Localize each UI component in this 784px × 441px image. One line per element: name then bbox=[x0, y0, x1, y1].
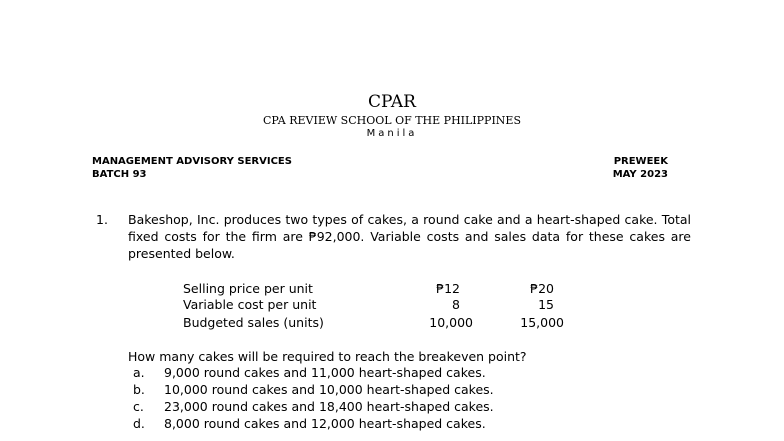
page-title: CPAR bbox=[368, 92, 416, 112]
choice-text: 23,000 round cakes and 18,400 heart-shaped cakes. bbox=[164, 399, 494, 414]
choice-letter: a. bbox=[133, 365, 145, 380]
table-cell-heart: 15 bbox=[538, 297, 554, 312]
school-name: CPA REVIEW SCHOOL OF THE PHILIPPINES bbox=[263, 114, 521, 127]
question-number: 1. bbox=[96, 212, 108, 227]
table-cell-heart: ₱20 bbox=[530, 281, 554, 296]
subject-label: MANAGEMENT ADVISORY SERVICES bbox=[92, 156, 292, 167]
table-row-label: Selling price per unit bbox=[183, 281, 313, 296]
question-prompt: How many cakes will be required to reach the breakeven point? bbox=[128, 349, 527, 364]
table-row-label: Budgeted sales (units) bbox=[183, 315, 324, 330]
question-text: Bakeshop, Inc. produces two types of cakes, a round cake and a heart-shaped cake. Total fixed costs for the firm are ₱92,000. Variable costs and sales data for these cakes are presented below. bbox=[128, 212, 691, 261]
choice-text: 8,000 round cakes and 12,000 heart-shaped cakes. bbox=[164, 416, 486, 431]
exam-date-label: MAY 2023 bbox=[612, 169, 668, 180]
table-cell-round: 8 bbox=[452, 297, 460, 312]
choice-text: 10,000 round cakes and 10,000 heart-shaped cakes. bbox=[164, 382, 494, 397]
table-cell-heart: 15,000 bbox=[520, 315, 564, 330]
choice-text: 9,000 round cakes and 11,000 heart-shaped cakes. bbox=[164, 365, 486, 380]
choice-letter: d. bbox=[133, 416, 145, 431]
choice-letter: b. bbox=[133, 382, 145, 397]
choice-letter: c. bbox=[133, 399, 144, 414]
table-cell-round: ₱12 bbox=[436, 281, 460, 296]
exam-type-label: PREWEEK bbox=[613, 156, 668, 167]
table-row-label: Variable cost per unit bbox=[183, 297, 317, 312]
table-cell-round: 10,000 bbox=[429, 315, 473, 330]
batch-label: BATCH 93 bbox=[92, 169, 147, 180]
school-city: Manila bbox=[366, 128, 418, 139]
